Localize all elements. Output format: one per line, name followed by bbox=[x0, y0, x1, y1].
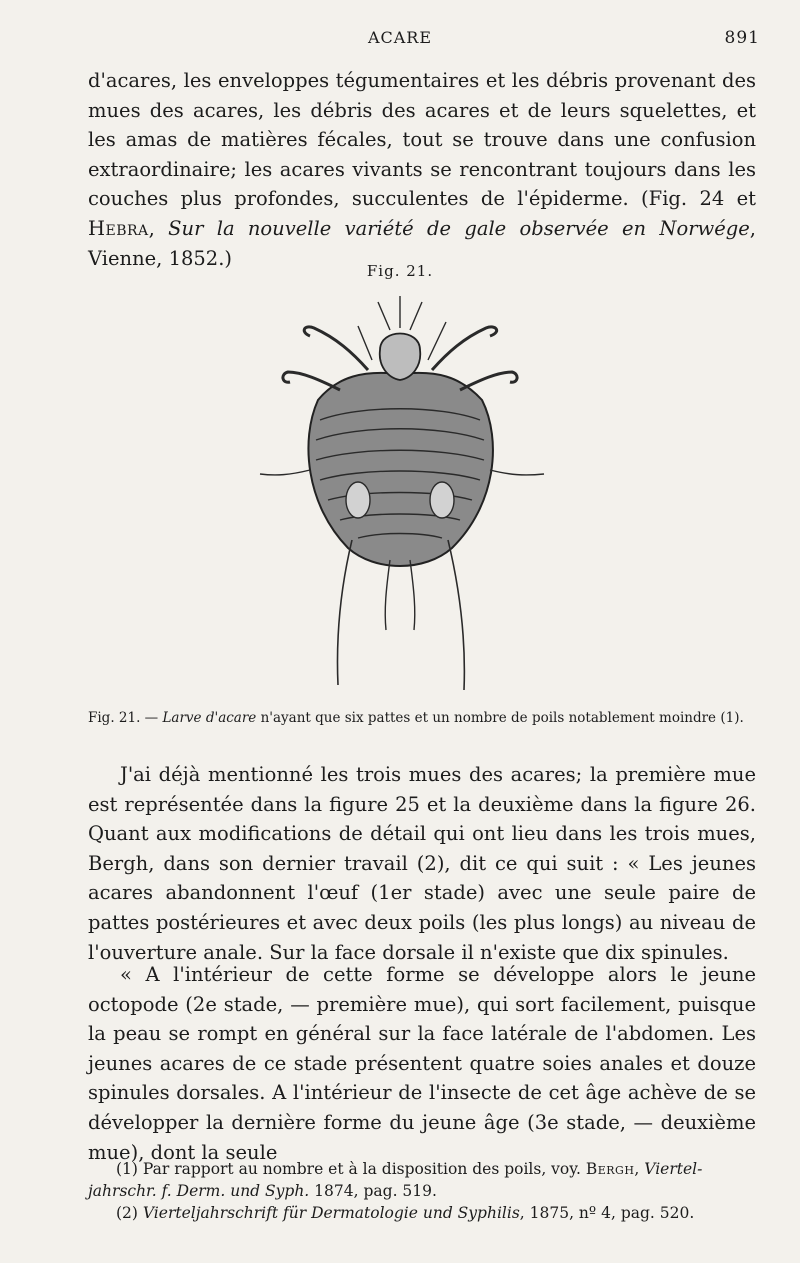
paragraph-1-end: , Vienne, 1852.) bbox=[88, 216, 756, 270]
footnote-2-journal: Vierteljahrschrift für Dermatologie und Syphilis bbox=[142, 1204, 520, 1222]
paragraph-3: « A l'intérieur de cette forme se développe alors le jeune octopode (2e stade, — première mue), qui sort facilement, puisque la peau se rompt en général sur la face latérale de l'abdomen. Les jeunes acares de ce stade présentent quatre soies anales et douze spinules dorsales. A l'intérieur de l'insecte de cet âge achève de se développer la dernière forme du jeune âge (3e stade, — deuxième mue), dont la seule bbox=[88, 963, 756, 1164]
footnote-1-journal: Viertel-jahrschr. f. Derm. und Syph. bbox=[88, 1160, 703, 1200]
footnote-2-text: (2) bbox=[116, 1204, 143, 1222]
footnote-2-end: , 1875, nº 4, pag. 520. bbox=[519, 1204, 695, 1222]
footnotes bbox=[88, 1158, 756, 1224]
paragraph-1-text: d'acares, les enveloppes tégumentaires et les débris provenant des mues des acares, les débris des acares et de leurs squelettes, et les amas de matières fécales, tout se trouve dans une confusion extraordinaire; les acares vivants se rencontrant toujours dans les couches plus profondes, succulentes de l'épiderme. (Fig. 24 et bbox=[88, 69, 756, 211]
footnote-1-end: 1874, pag. 519. bbox=[309, 1182, 437, 1200]
caption-italic: Larve d'acare bbox=[162, 710, 257, 726]
running-head bbox=[0, 28, 800, 54]
caption-rest: n'ayant que six pattes et un nombre de poils notablement moindre (1). bbox=[256, 710, 744, 726]
page-number: 891 bbox=[724, 28, 760, 48]
paragraph-1 bbox=[88, 66, 756, 273]
footnote-2 bbox=[88, 1202, 756, 1224]
author-name: Hebra bbox=[88, 216, 149, 240]
larva-body bbox=[308, 373, 493, 566]
larva-head bbox=[380, 334, 421, 381]
footnote-1-sep: , bbox=[634, 1160, 645, 1178]
caption-prefix: Fig. 21. — bbox=[88, 710, 163, 726]
paragraph-2: J'ai déjà mentionné les trois mues des acares; la première mue est représentée dans la figure 25 et la deuxième dans la figure 26. Quant aux modifications de détail qui ont lieu dans les trois mues, Bergh, dans son dernier travail (2), dit ce qui suit : « Les jeunes acares abandonnent l'œuf (1er stade) avec une seule paire de pattes postérieures et avec deux poils (les plus longs) au niveau de l'ouverture anale. Sur la face dorsale il n'existe que dix spinules. bbox=[88, 763, 756, 964]
figure-label: Fig. 21. bbox=[366, 262, 434, 280]
figure-caption bbox=[88, 710, 756, 726]
paragraph-1-sep: , bbox=[148, 216, 169, 240]
mite-larva-illustration bbox=[240, 290, 560, 700]
footnote-1-author: Bergh bbox=[585, 1160, 635, 1178]
footnote-1-text: (1) Par rapport au nombre et à la disposition des poils, voy. bbox=[116, 1160, 586, 1178]
cited-work-title: Sur la nouvelle variété de gale observée en Norwége bbox=[168, 216, 750, 240]
footnote-1 bbox=[88, 1158, 756, 1202]
running-title: ACARE bbox=[367, 28, 433, 47]
